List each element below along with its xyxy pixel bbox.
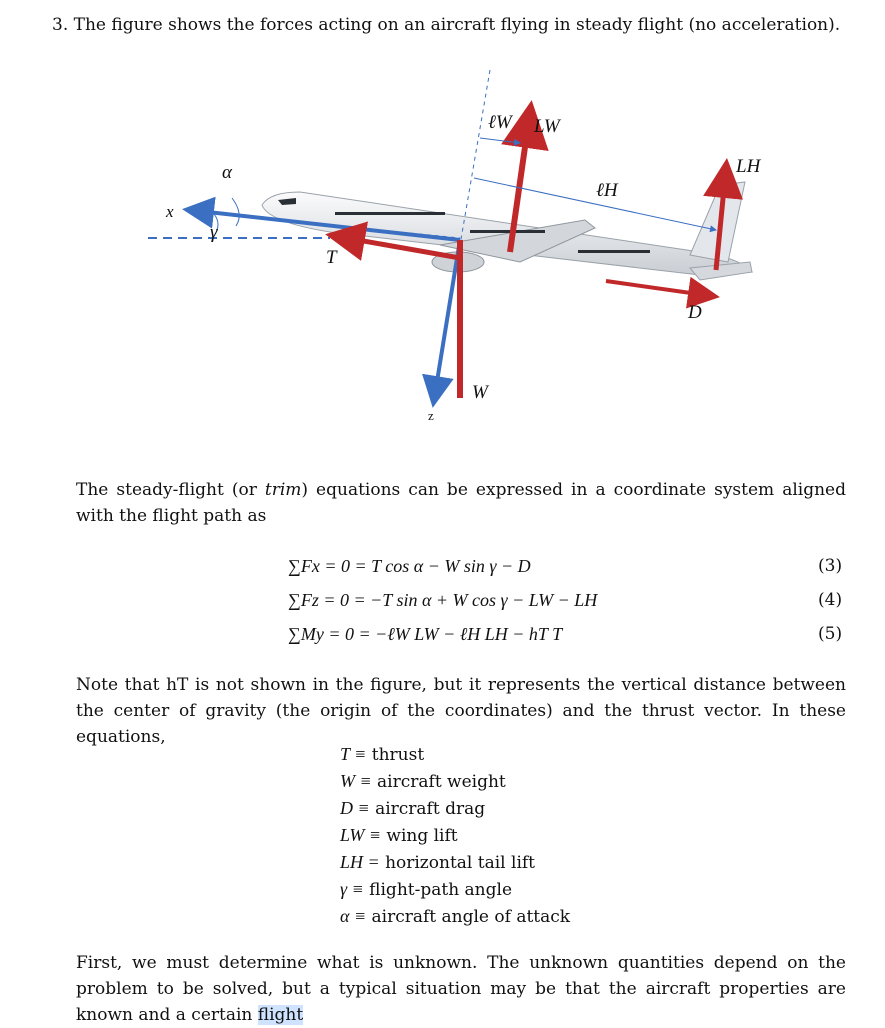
selected-text-highlight[interactable]: flight (257, 1005, 304, 1025)
paragraph1-italic-term: trim (264, 480, 302, 500)
definition-meaning: flight-path angle (369, 880, 513, 900)
definition-symbol: LW ≡ (340, 825, 381, 845)
equation-3: ∑Fx = 0 = T cos α − W sin γ − D (288, 556, 531, 576)
alpha-arc (232, 198, 239, 226)
equation-4: ∑Fz = 0 = −T sin α + W cos γ − LW − LH (288, 590, 598, 610)
definition-symbol: α ≡ (340, 906, 367, 926)
definition-item (340, 906, 570, 933)
definition-meaning: aircraft angle of attack (371, 907, 571, 927)
definition-item (340, 798, 570, 825)
definition-meaning: aircraft weight (377, 772, 506, 792)
tail-lift-label: LH (736, 156, 761, 177)
definition-symbol: W ≡ (340, 771, 372, 791)
definition-symbol: LH = (340, 852, 380, 872)
equation-5: ∑My = 0 = −ℓW LW − ℓH LH − hT T (288, 624, 563, 644)
equation-4-number: (4) (818, 590, 843, 610)
equation-3-number: (3) (818, 556, 843, 576)
wing-lift-label: LW (534, 116, 560, 137)
x-axis-label: x (166, 202, 174, 221)
paragraph1-text-start: The steady-flight (or (76, 480, 265, 500)
equation-5-number: (5) (818, 624, 843, 644)
definition-meaning: aircraft drag (375, 799, 486, 819)
definition-symbol: D ≡ (340, 798, 370, 818)
definition-item (340, 825, 570, 852)
definition-symbol: T ≡ (340, 744, 367, 764)
definition-meaning: wing lift (386, 826, 458, 846)
lh-label: ℓH (596, 180, 618, 201)
gamma-label: γ (210, 222, 218, 243)
lh-dimension-line (474, 178, 716, 230)
paragraph3-text: First, we must determine what is unknown. The unknown quantities depend on the problem to be solved, but a typical situation may be that the aircraft properties are known and a certain (76, 953, 846, 1025)
definitions-list (340, 744, 570, 933)
paragraph-unknowns (76, 950, 846, 1028)
lw-dimension-line (480, 138, 520, 143)
z-axis-label: z (428, 408, 434, 423)
definition-meaning: horizontal tail lift (385, 853, 535, 873)
definition-item (340, 771, 570, 798)
force-diagram (0, 0, 885, 440)
paragraph-trim-equations (76, 477, 846, 529)
definition-item (340, 744, 570, 771)
lw-label: ℓW (488, 112, 512, 133)
definition-item (340, 879, 570, 906)
definition-meaning: thrust (371, 745, 425, 765)
thrust-label: T (326, 247, 337, 268)
problem-statement: 3. The figure shows the forces acting on an aircraft flying in steady flight (no acceleration). (52, 15, 841, 35)
weight-label: W (472, 382, 488, 403)
drag-label: D (688, 302, 702, 323)
paragraph-ht-note: Note that hT is not shown in the figure, but it represents the vertical distance between the center of gravity (the origin of the coordinates) and the thrust vector. In these equations, (76, 675, 846, 747)
definition-symbol: γ ≡ (340, 879, 364, 899)
definition-item (340, 852, 570, 879)
drag-arrow (606, 281, 712, 296)
paragraph1-text-end: ) equations can be expressed in a coordinate system aligned with the flight path as (76, 480, 846, 526)
alpha-label: α (222, 162, 232, 183)
